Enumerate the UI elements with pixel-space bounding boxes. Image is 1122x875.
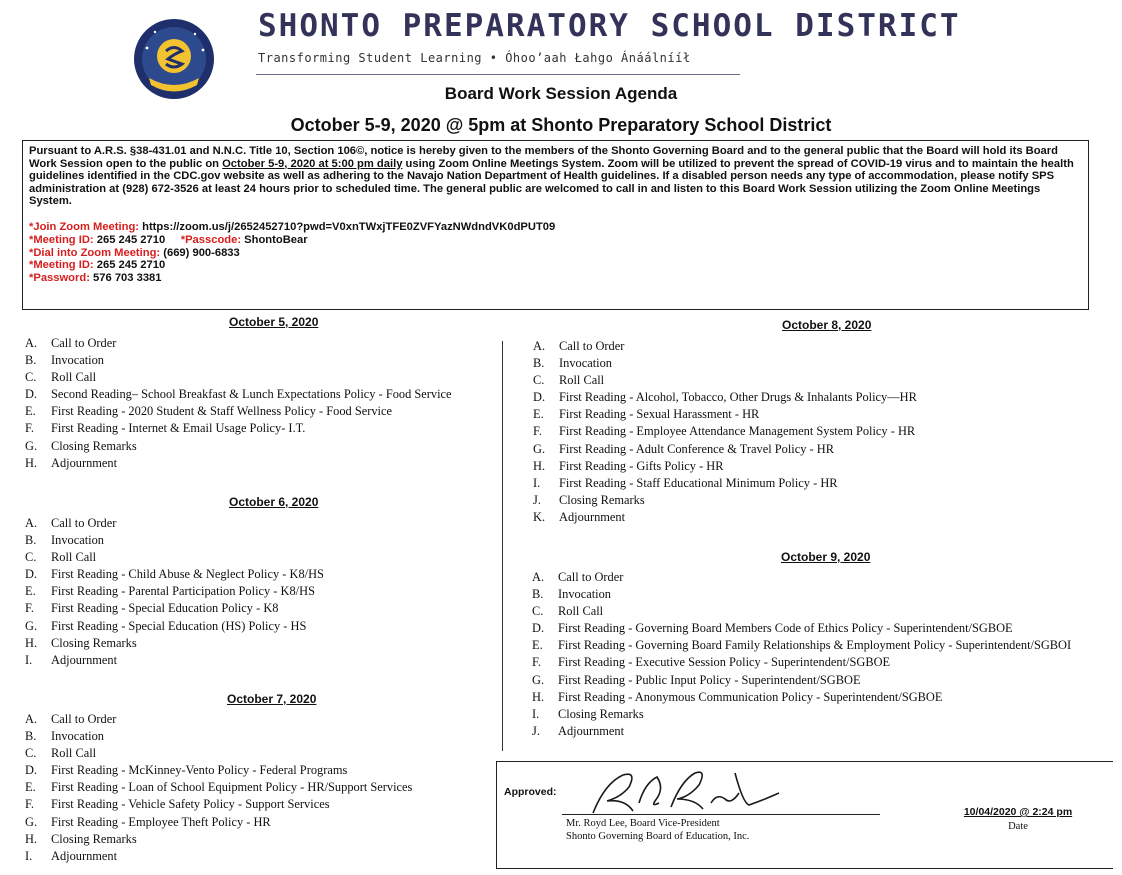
agenda-item-text: Closing Remarks	[51, 831, 137, 846]
day-heading-oct-7: October 7, 2020	[227, 692, 317, 706]
meeting-id-value: 265 245 2710	[93, 233, 166, 246]
agenda-item	[533, 338, 917, 355]
meeting-id-label: *Meeting ID:	[29, 233, 94, 246]
agenda-item-text: First Reading - Anonymous Communication Policy - Superintendent/SGBOE	[558, 689, 943, 704]
agenda-item-text: First Reading - Vehicle Safety Policy - Support Services	[51, 797, 330, 812]
meeting-id-value-2: 265 245 2710	[93, 259, 166, 272]
agenda-item	[533, 372, 917, 389]
agenda-item-letter: G.	[25, 618, 38, 633]
agenda-item	[532, 723, 1071, 740]
agenda-list-oct-9	[532, 569, 1071, 740]
agenda-item-text: Invocation	[558, 587, 611, 602]
agenda-item-text: Roll Call	[51, 370, 97, 385]
agenda-item	[25, 635, 324, 652]
agenda-item-letter: K.	[533, 509, 546, 524]
agenda-item-text: First Reading - Adult Conference & Travel Policy - HR	[559, 441, 834, 456]
agenda-item-letter: I.	[25, 848, 33, 863]
agenda-item-letter: J.	[533, 492, 541, 507]
zoom-dial-line	[29, 247, 1082, 260]
agenda-item-text: First Reading - 2020 Student & Staff Wellness Policy - Food Service	[51, 404, 392, 419]
notice-paragraph	[29, 145, 1082, 208]
notice-dates-underlined: October 5-9, 2020 at 5:00 pm daily	[222, 157, 403, 170]
signer-name-title: Mr. Royd Lee, Board Vice-President	[566, 818, 720, 829]
agenda-item	[532, 689, 1071, 706]
agenda-item-text: First Reading - Governing Board Family Relationships & Employment Policy - Superintendent/SGBOI	[558, 638, 1072, 653]
agenda-item-text: Adjournment	[51, 652, 118, 667]
agenda-item	[532, 637, 1071, 654]
agenda-item-letter: D.	[25, 567, 38, 582]
agenda-item-letter: C.	[25, 746, 37, 761]
agenda-item	[532, 603, 1071, 620]
agenda-item	[25, 711, 412, 728]
zoom-details	[29, 221, 1082, 285]
zoom-join-label: *Join Zoom Meeting:	[29, 220, 140, 233]
agenda-item	[25, 515, 324, 532]
day-heading-oct-6: October 6, 2020	[229, 495, 319, 509]
agenda-item-letter: C.	[533, 373, 545, 388]
agenda-item-letter: H.	[532, 689, 545, 704]
agenda-item-text: First Reading - McKinney-Vento Policy - Federal Programs	[51, 763, 348, 778]
agenda-item	[533, 441, 917, 458]
header-divider	[256, 74, 740, 75]
agenda-list-oct-5	[25, 335, 452, 472]
passcode-value: ShontoBear	[241, 233, 308, 246]
agenda-item-text: Call to Order	[51, 516, 117, 530]
approved-label: Approved:	[504, 786, 557, 798]
agenda-item-letter: F.	[25, 421, 34, 436]
agenda-item-text: First Reading - Child Abuse & Neglect Policy - K8/HS	[51, 567, 324, 582]
agenda-item-text: Adjournment	[558, 723, 625, 738]
agenda-item	[25, 438, 452, 455]
agenda-item-text: Adjournment	[559, 509, 626, 524]
agenda-item-letter: E.	[532, 638, 543, 653]
zoom-meeting-id-line	[29, 234, 1082, 247]
agenda-item	[532, 654, 1071, 671]
agenda-list-oct-7	[25, 711, 412, 865]
column-divider	[502, 341, 503, 751]
agenda-item-letter: F.	[25, 601, 34, 616]
agenda-item-text: Closing Remarks	[51, 438, 137, 453]
agenda-item	[25, 583, 324, 600]
agenda-item	[25, 403, 452, 420]
notice-text-intro: Pursuant to A.R.S. §38-431.01 and N.N.C. Title 10, Section 106©, notice is hereby given to the members of the Shonto Governing Board and to the general public that the Board will hold its Board Work Session open to the public on	[29, 145, 1058, 170]
agenda-item-letter: C.	[25, 550, 37, 565]
agenda-item	[25, 848, 412, 865]
agenda-title: Board Work Session Agenda	[444, 84, 678, 103]
agenda-item-letter: D.	[25, 763, 38, 778]
agenda-item-letter: J.	[532, 723, 540, 738]
agenda-item-text: First Reading - Special Education (HS) Policy - HS	[51, 618, 307, 633]
agenda-item-letter: A.	[25, 712, 38, 726]
agenda-item-letter: I.	[533, 475, 541, 490]
agenda-item-text: First Reading - Parental Participation Policy - K8/HS	[51, 584, 315, 599]
agenda-item-letter: B.	[533, 356, 545, 371]
agenda-item-letter: H.	[25, 455, 38, 470]
agenda-item-text: Invocation	[51, 729, 104, 744]
agenda-item	[25, 652, 324, 669]
agenda-item-text: Roll Call	[558, 604, 604, 619]
agenda-item-letter: F.	[532, 655, 541, 670]
agenda-item-text: First Reading - Employee Theft Policy - HR	[51, 814, 271, 829]
zoom-password-line	[29, 272, 1082, 285]
agenda-item-letter: G.	[533, 441, 546, 456]
agenda-item-letter: I.	[25, 652, 33, 667]
agenda-item-text: Closing Remarks	[559, 492, 645, 507]
district-name: SHONTO PREPARATORY SCHOOL DISTRICT	[258, 8, 961, 44]
agenda-item-letter: A.	[532, 570, 545, 584]
agenda-item	[533, 423, 917, 440]
agenda-item-letter: I.	[532, 706, 540, 721]
agenda-item	[25, 779, 412, 796]
public-notice-box	[22, 140, 1089, 310]
agenda-item	[25, 566, 324, 583]
day-heading-oct-5: October 5, 2020	[229, 315, 319, 329]
agenda-item	[533, 475, 917, 492]
agenda-item	[533, 389, 917, 406]
agenda-item-letter: D.	[532, 621, 545, 636]
agenda-item-text: Invocation	[51, 353, 104, 368]
day-heading-oct-8: October 8, 2020	[782, 318, 872, 332]
agenda-item-letter: H.	[25, 831, 38, 846]
agenda-item-text: Adjournment	[51, 455, 118, 470]
agenda-item-letter: C.	[25, 370, 37, 385]
agenda-item-text: First Reading - Executive Session Policy - Superintendent/SGBOE	[558, 655, 891, 670]
approval-date-label: Date	[1008, 821, 1028, 832]
agenda-item	[533, 458, 917, 475]
agenda-item-text: First Reading - Alcohol, Tobacco, Other Drugs & Inhalants Policy—HR	[559, 390, 917, 405]
agenda-item	[25, 335, 452, 352]
agenda-item-text: First Reading - Special Education Policy - K8	[51, 601, 279, 616]
agenda-item-text: Closing Remarks	[51, 635, 137, 650]
district-tagline: Transforming Student Learning • Óhoo’aah Łahgo Ánáálnííł	[258, 51, 691, 65]
agenda-item	[25, 455, 452, 472]
agenda-item-letter: E.	[25, 780, 36, 795]
agenda-item-text: Second Reading– School Breakfast & Lunch Expectations Policy - Food Service	[51, 387, 452, 402]
agenda-item-text: First Reading - Staff Educational Minimum Policy - HR	[559, 475, 838, 490]
agenda-item	[25, 831, 412, 848]
agenda-item-text: Invocation	[51, 533, 104, 548]
agenda-item-text: Adjournment	[51, 848, 118, 863]
handwritten-signature	[585, 763, 785, 819]
dial-number: (669) 900-6833	[160, 246, 240, 259]
agenda-item-letter: G.	[532, 672, 545, 687]
agenda-item-letter: G.	[25, 438, 38, 453]
agenda-item-text: First Reading - Public Input Policy - Superintendent/SGBOE	[558, 672, 861, 687]
agenda-item	[25, 420, 452, 437]
agenda-item-text: Roll Call	[51, 550, 97, 565]
agenda-item-letter: A.	[533, 339, 546, 353]
agenda-item	[533, 492, 917, 509]
agenda-item-text: Call to Order	[559, 339, 625, 353]
agenda-item	[25, 369, 452, 386]
agenda-item-text: First Reading - Governing Board Members Code of Ethics Policy - Superintendent/SGBOE	[558, 621, 1013, 636]
agenda-item-letter: B.	[532, 587, 544, 602]
agenda-item	[25, 600, 324, 617]
agenda-item	[25, 618, 324, 635]
agenda-item-text: Call to Order	[558, 570, 624, 584]
agenda-item-letter: A.	[25, 516, 38, 530]
agenda-item	[25, 745, 412, 762]
day-heading-oct-9: October 9, 2020	[781, 550, 871, 564]
agenda-item	[532, 706, 1071, 723]
meeting-id-label-2: *Meeting ID:	[29, 259, 94, 272]
agenda-list-oct-8	[533, 338, 917, 526]
agenda-item	[532, 620, 1071, 637]
agenda-item-text: Call to Order	[51, 712, 117, 726]
agenda-item-text: Invocation	[559, 356, 612, 371]
agenda-item	[25, 549, 324, 566]
dial-label: *Dial into Zoom Meeting:	[29, 246, 161, 259]
agenda-item-letter: C.	[532, 604, 544, 619]
agenda-item	[25, 762, 412, 779]
signer-organization: Shonto Governing Board of Education, Inc.	[566, 830, 750, 842]
signer-info	[566, 818, 749, 843]
agenda-item-text: First Reading - Loan of School Equipment Policy - HR/Support Services	[51, 780, 413, 795]
agenda-item-text: Closing Remarks	[558, 706, 644, 721]
agenda-item	[25, 352, 452, 369]
agenda-item-letter: E.	[533, 407, 544, 422]
agenda-item-text: First Reading - Sexual Harassment - HR	[559, 407, 760, 422]
zoom-meeting-id-line-2	[29, 259, 1082, 272]
agenda-item	[532, 672, 1071, 689]
agenda-item-letter: E.	[25, 404, 36, 419]
agenda-item-text: Roll Call	[51, 746, 97, 761]
agenda-item	[533, 509, 917, 526]
password-value: 576 703 3381	[89, 272, 162, 285]
agenda-item-text: First Reading - Employee Attendance Management System Policy - HR	[559, 424, 916, 439]
agenda-item-letter: E.	[25, 584, 36, 599]
agenda-item	[532, 569, 1071, 586]
agenda-item-letter: D.	[533, 390, 546, 405]
agenda-item	[25, 814, 412, 831]
agenda-item-letter: D.	[25, 387, 38, 402]
agenda-item-letter: B.	[25, 533, 37, 548]
zoom-join-line	[29, 221, 1082, 234]
agenda-item	[533, 355, 917, 372]
agenda-item-text: First Reading - Gifts Policy - HR	[559, 458, 724, 473]
session-dates-title: October 5-9, 2020 @ 5pm at Shonto Preparatory School District	[290, 115, 832, 135]
agenda-item-letter: H.	[25, 635, 38, 650]
agenda-item	[25, 728, 412, 745]
signature-line	[562, 814, 880, 815]
agenda-item-letter: B.	[25, 353, 37, 368]
zoom-join-link[interactable]: https://zoom.us/j/2652452710?pwd=V0xnTWxjTFE0ZVFYazNWdndVK0dPUT09	[139, 220, 556, 233]
agenda-item-text: First Reading - Internet & Email Usage Policy- I.T.	[51, 421, 306, 436]
agenda-item-letter: F.	[533, 424, 542, 439]
approval-date-value: 10/04/2020 @ 2:24 pm	[963, 806, 1073, 818]
notice-text-body: using Zoom Online Meetings System. Zoom will be utilized to prevent the spread of COVID-19 virus and to maintain the health guidelines identified in the CDC.gov website as well as adhering to the Navajo Nation Department of Health guidelines. If a disabled person needs any type of accommodation, please notify SPS administration at (928) 672-3526 at least 24 hours prior to scheduled time. The general public are welcomed to call in and listen to this Board Work Session utilizing the Zoom Online Meetings System.	[29, 157, 1074, 208]
agenda-item	[533, 406, 917, 423]
agenda-item-letter: A.	[25, 336, 38, 350]
agenda-item-letter: G.	[25, 814, 38, 829]
password-label: *Password:	[29, 272, 90, 285]
agenda-item-letter: H.	[533, 458, 546, 473]
agenda-item	[532, 586, 1071, 603]
passcode-label: *Passcode:	[180, 233, 242, 246]
agenda-item-letter: F.	[25, 797, 34, 812]
agenda-list-oct-6	[25, 515, 324, 669]
agenda-item	[25, 796, 412, 813]
agenda-item-text: Roll Call	[559, 373, 605, 388]
agenda-item	[25, 386, 452, 403]
agenda-item-text: Call to Order	[51, 336, 117, 350]
agenda-item-letter: B.	[25, 729, 37, 744]
agenda-item	[25, 532, 324, 549]
